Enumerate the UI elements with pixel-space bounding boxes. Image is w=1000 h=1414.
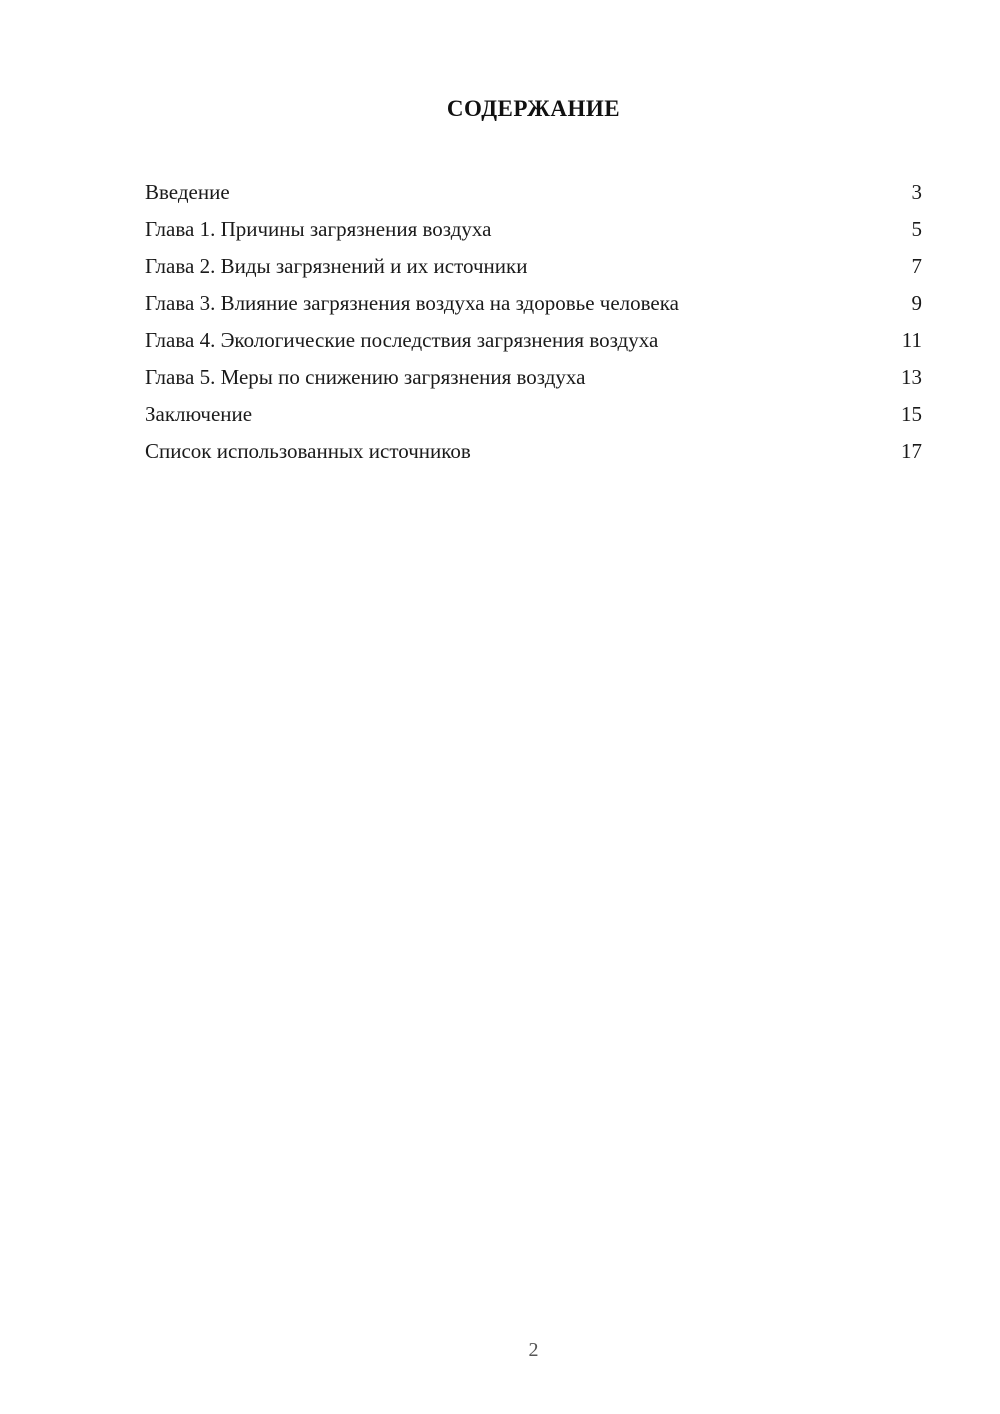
- toc-entry: [145, 433, 922, 470]
- toc-entry-label: Глава 3. Влияние загрязнения воздуха на здоровье человека: [145, 291, 679, 315]
- toc-entry-label: Глава 1. Причины загрязнения воздуха: [145, 217, 492, 241]
- toc-entry-page: 17: [901, 439, 922, 463]
- toc-entry-page: 15: [901, 402, 922, 426]
- toc-entry-label: Список использованных источников: [145, 439, 471, 463]
- toc-entry-page: 3: [911, 180, 922, 204]
- toc-entry-page: 5: [911, 217, 922, 241]
- toc-entry: [145, 285, 922, 322]
- toc-entry-page: 9: [911, 291, 922, 315]
- toc-entry-page: 7: [911, 254, 922, 278]
- toc-entry: [145, 211, 922, 248]
- toc-entry-label: Глава 5. Меры по снижению загрязнения воздуха: [145, 365, 586, 389]
- toc-entry: [145, 322, 922, 359]
- toc-entry-page: 13: [901, 365, 922, 389]
- page-title: СОДЕРЖАНИЕ: [446, 96, 621, 121]
- toc-entry-label: Заключение: [145, 402, 253, 426]
- toc-entry-label: Глава 4. Экологические последствия загрязнения воздуха: [145, 328, 659, 352]
- footer-page-number: 2: [528, 1339, 539, 1361]
- toc-entry: [145, 396, 922, 433]
- toc-entry: [145, 174, 922, 211]
- page-content: [145, 96, 922, 470]
- toc-entry-label: Глава 2. Виды загрязнений и их источники: [145, 254, 528, 278]
- toc-entry: [145, 248, 922, 285]
- toc-entry-label: Введение: [145, 180, 230, 204]
- table-of-contents: [145, 174, 922, 470]
- toc-entry: [145, 359, 922, 396]
- toc-entry-page: 11: [901, 328, 922, 352]
